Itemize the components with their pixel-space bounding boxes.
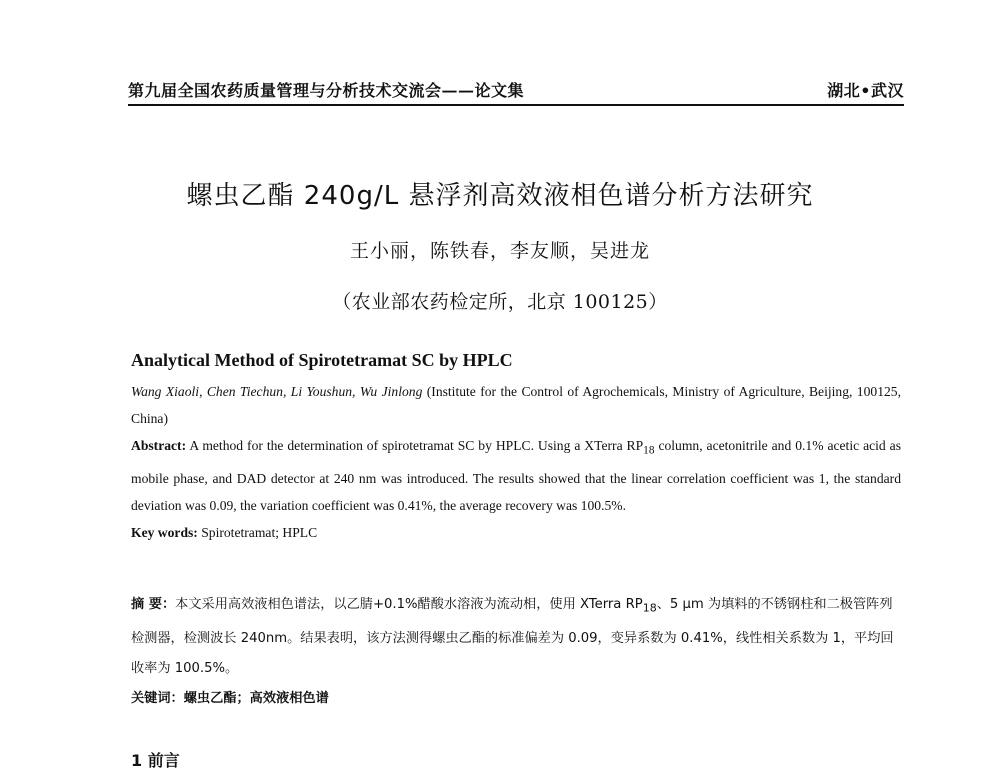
chinese-keywords-text: 螺虫乙酯；高效液相色谱 [183, 690, 329, 706]
chinese-abstract-label: 摘 要： [131, 597, 176, 612]
english-abstract-text-1: A method for the determination of spirotetramat SC by HPLC. Using a XTerra RP [186, 438, 644, 453]
chinese-abstract-text-1: 本文采用高效液相色谱法，以乙腈+0.1%醋酸水溶液为流动相，使用 XTerra RP [175, 597, 643, 612]
paper-affiliation: （农业部农药检定所，北京 100125） [332, 291, 668, 313]
chinese-abstract [131, 590, 901, 684]
english-abstract-block [131, 378, 901, 546]
english-byline [131, 378, 901, 432]
chinese-abstract-block [131, 590, 901, 714]
chinese-abstract-subscript: 18 [642, 601, 657, 615]
english-keywords [131, 519, 901, 546]
paper-authors: 王小丽，陈铁春，李友顺，吴进龙 [349, 240, 650, 262]
section-heading: 1 前言 [131, 751, 180, 770]
chinese-abstract-text-2: 、5 μm 为填料的不锈钢柱和二极管阵列检测器，检测波长 240nm。结果表明，该方法测得螺虫乙酯的标准偏差为 0.09，变异系数为 0.41%，线性相关系数为 1，平均回收率为 100.5%。 [131, 597, 894, 676]
english-title: Analytical Method of Spirotetramat SC by HPLC [131, 350, 513, 370]
english-keywords-label: Key words: [131, 524, 198, 540]
paper-title: 螺虫乙酯 240g/L 悬浮剂高效液相色谱分析方法研究 [186, 181, 814, 211]
english-keywords-text: Spirotetramat; HPLC [197, 524, 318, 540]
english-affiliation: (Institute for the Control of Agrochemicals, Ministry of Agriculture, Beijing, 100125, China) [131, 384, 901, 426]
english-authors: Wang Xiaoli, Chen Tiechun, Li Youshun, Wu Jinlong [131, 384, 423, 399]
english-abstract-label: Abstract: [131, 438, 187, 453]
chinese-keywords [131, 684, 901, 714]
header-rule [128, 104, 904, 106]
chinese-keywords-label: 关键词： [131, 690, 184, 706]
english-abstract-text-2: column, acetonitrile and 0.1% acetic acid as mobile phase, and DAD detector at 240 nm was introduced. The results showed that the linear correlation coefficient was 1, the standard deviation was 0.09, the variation coefficient was 0.41%, the average recovery was 100.5%. [131, 438, 901, 513]
english-abstract-subscript: 18 [643, 444, 655, 457]
running-header [128, 78, 904, 101]
conference-name: 第九届全国农药质量管理与分析技术交流会——论文集 [128, 81, 525, 100]
english-abstract [131, 432, 901, 519]
conference-location: 湖北•武汉 [827, 81, 904, 100]
